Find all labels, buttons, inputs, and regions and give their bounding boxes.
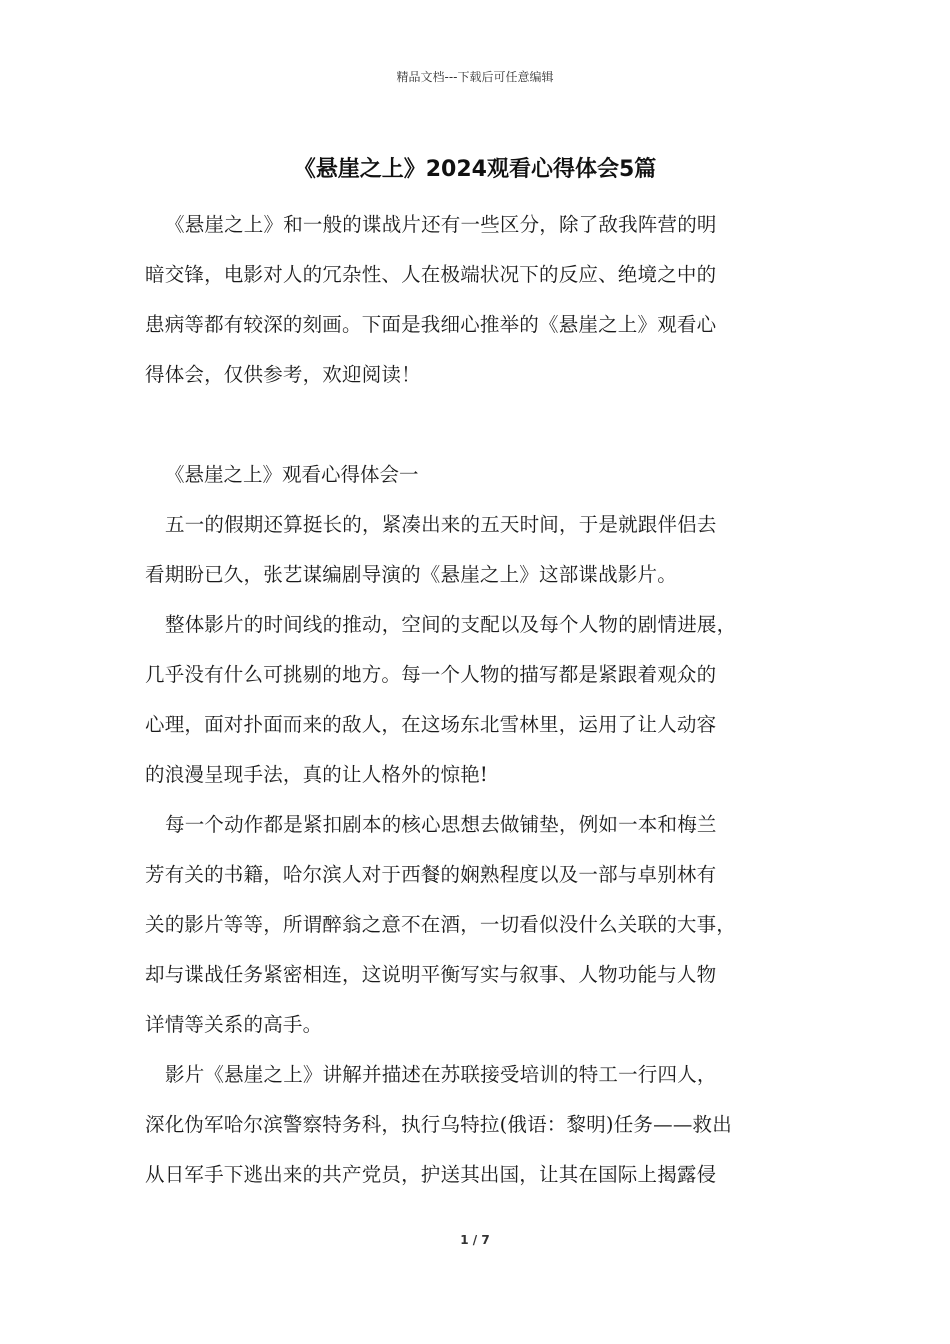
paragraph-line: 患病等都有较深的刻画。下面是我细心推举的《悬崖之上》观看心 bbox=[145, 313, 717, 336]
paragraph-line: 得体会，仅供参考，欢迎阅读！ bbox=[145, 363, 421, 386]
paragraph-line: 影片《悬崖之上》讲解并描述在苏联接受培训的特工一行四人， bbox=[165, 1063, 717, 1086]
paragraph-line: 五一的假期还算挺长的，紧凑出来的五天时间，于是就跟伴侣去 bbox=[165, 513, 717, 536]
paragraph-line: 每一个动作都是紧扣剧本的核心思想去做铺垫，例如一本和梅兰 bbox=[165, 813, 717, 836]
paragraph-line: 看期盼已久，张艺谋编剧导演的《悬崖之上》这部谍战影片。 bbox=[145, 563, 677, 586]
paragraph-line: 整体影片的时间线的推动，空间的支配以及每个人物的剧情进展， bbox=[165, 613, 737, 636]
paragraph-line: 详情等关系的高手。 bbox=[145, 1013, 323, 1036]
paragraph-line: 几乎没有什么可挑剔的地方。每一个人物的描写都是紧跟着观众的 bbox=[145, 663, 717, 686]
paragraph-line: 心理，面对扑面而来的敌人，在这场东北雪林里，运用了让人动容 bbox=[145, 713, 717, 736]
page-number: 1 / 7 bbox=[460, 1233, 490, 1247]
section-heading: 《悬崖之上》观看心得体会一 bbox=[165, 463, 419, 486]
paragraph-line: 从日军手下逃出来的共产党员，护送其出国，让其在国际上揭露侵 bbox=[145, 1163, 717, 1186]
body-paragraph bbox=[145, 1054, 825, 1204]
body-paragraph bbox=[145, 504, 825, 604]
paragraph-line: 《悬崖之上》和一般的谍战片还有一些区分，除了敌我阵营的明 bbox=[165, 213, 717, 236]
intro-paragraph bbox=[145, 204, 825, 404]
paragraph-line: 却与谍战任务紧密相连，这说明平衡写实与叙事、人物功能与人物 bbox=[145, 963, 717, 986]
blank-line bbox=[145, 404, 825, 454]
body-paragraph bbox=[145, 804, 825, 1054]
paragraph-line: 的浪漫呈现手法，真的让人格外的惊艳! bbox=[145, 763, 488, 786]
paragraph-line: 暗交锋，电影对人的冗杂性、人在极端状况下的反应、绝境之中的 bbox=[145, 263, 717, 286]
page-header: 精品文档---下载后可任意编辑 bbox=[396, 70, 554, 84]
document-title: 《悬崖之上》2024观看心得体会5篇 bbox=[293, 157, 657, 182]
paragraph-line: 芳有关的书籍，哈尔滨人对于西餐的娴熟程度以及一部与卓别林有 bbox=[145, 863, 717, 886]
body-paragraph bbox=[145, 604, 825, 804]
paragraph-line: 深化伪军哈尔滨警察特务科，执行乌特拉(俄语：黎明)任务——救出 bbox=[145, 1113, 732, 1136]
document-body bbox=[145, 204, 825, 1204]
paragraph-line: 关的影片等等，所谓醉翁之意不在酒，一切看似没什么关联的大事， bbox=[145, 913, 737, 936]
